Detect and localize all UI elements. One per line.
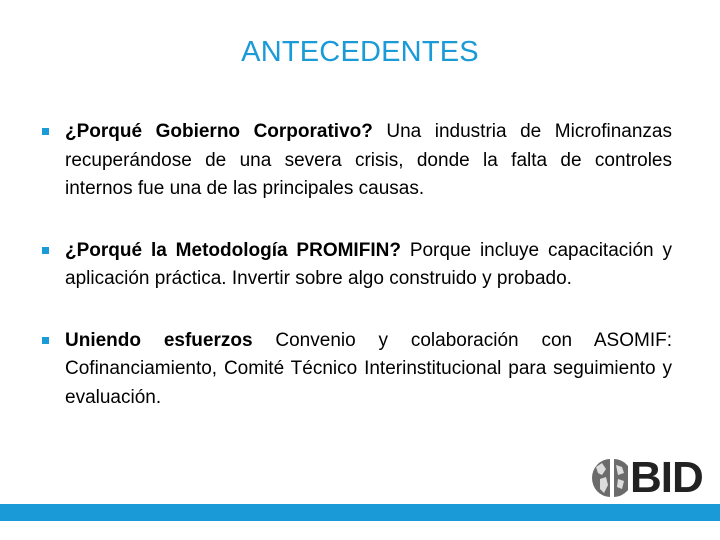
bullet-item — [40, 327, 672, 413]
square-bullet-icon — [42, 337, 49, 344]
square-bullet-icon — [42, 128, 49, 135]
bid-logo — [592, 453, 704, 502]
bullet-lead: Uniendo esfuerzos — [65, 329, 276, 351]
globe-icon — [592, 457, 628, 499]
bullet-text: Una industria de Microfinanzas recuperándose de una severa crisis, donde la falta de controles internos fue una de las principales causas. — [65, 121, 672, 199]
bullet-text: Convenio y colaboración con ASOMIF: Cofinanciamiento, Comité Técnico Interinstitucional para seguimiento y evaluación. — [65, 329, 672, 408]
slide-title: ANTECEDENTES — [241, 36, 479, 68]
bullet-lead: ¿Porqué Gobierno Corporativo? — [65, 121, 387, 142]
bullet-lead: ¿Porqué la Metodología PROMIFIN? — [65, 239, 410, 261]
bullet-list — [40, 118, 672, 445]
bottom-accent-bar — [0, 504, 720, 521]
bullet-item — [40, 118, 672, 204]
bullet-text: Porque incluye capacitación y aplicación práctica. Invertir sobre algo construido y probado. — [65, 239, 672, 289]
logo-text: BID — [630, 453, 703, 502]
bullet-item — [40, 237, 672, 294]
square-bullet-icon — [42, 247, 49, 254]
